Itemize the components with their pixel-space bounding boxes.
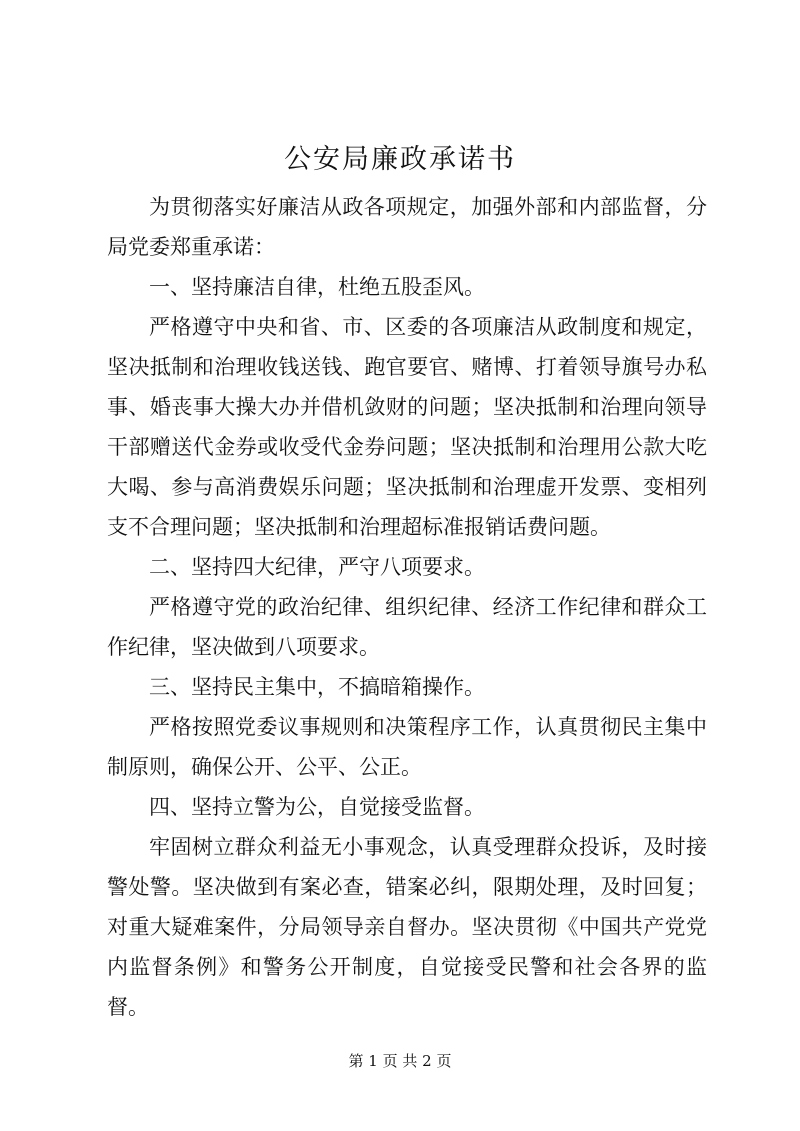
document-title: 公安局廉政承诺书: [284, 144, 516, 175]
page-number-footer: 第 1 页 共 2 页: [348, 1052, 452, 1070]
section-body-3: 严格按照党委议事规则和决策程序工作，认真贯彻民主集中制原则，确保公开、公平、公正。: [107, 715, 707, 779]
section-heading-2: 二、坚持四大纪律，严守八项要求。: [149, 555, 485, 579]
section-heading-3: 三、坚持民主集中，不搞暗箱操作。: [149, 675, 485, 699]
intro-paragraph: 为贯彻落实好廉洁从政各项规定，加强外部和内部监督，分局党委郑重承诺：: [107, 195, 707, 259]
section-heading-1: 一、坚持廉洁自律，杜绝五股歪风。: [149, 275, 485, 299]
section-body-4: 牢固树立群众利益无小事观念，认真受理群众投诉，及时接警处警。坚决做到有案必查，错案必纠，限期处理，及时回复；对重大疑难案件，分局领导亲自督办。坚决贯彻《中国共产党党内监督条例》和警务公开制度，自觉接受民警和社会各界的监督。: [107, 835, 707, 1019]
section-heading-4: 四、坚持立警为公，自觉接受监督。: [149, 795, 485, 819]
document-body: [107, 187, 707, 1027]
section-body-1: 严格遵守中央和省、市、区委的各项廉洁从政制度和规定，坚决抵制和治理收钱送钱、跑官要官、赌博、打着领导旗号办私事、婚丧事大操大办并借机敛财的问题；坚决抵制和治理向领导干部赠送代金券或收受代金券问题；坚决抵制和治理用公款大吃大喝、参与高消费娱乐问题；坚决抵制和治理虚开发票、变相列支不合理问题；坚决抵制和治理超标准报销话费问题。: [107, 315, 707, 539]
section-body-2: 严格遵守党的政治纪律、组织纪律、经济工作纪律和群众工作纪律，坚决做到八项要求。: [107, 595, 707, 659]
